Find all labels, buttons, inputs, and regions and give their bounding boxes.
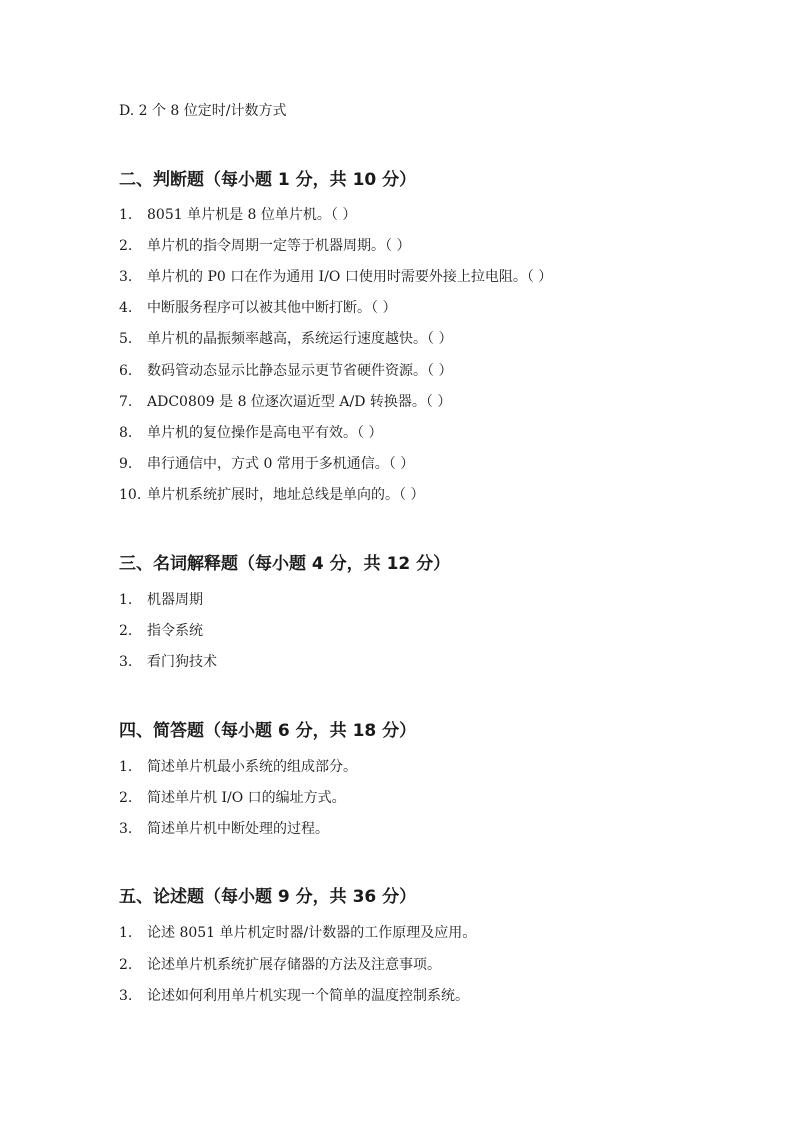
list-item: 1. 8051 单片机是 8 位单片机。（ ） bbox=[119, 207, 357, 223]
section-title: 二、判断题 bbox=[119, 170, 204, 190]
list-item: 1. 机器周期 bbox=[119, 592, 203, 608]
section-heading-essay bbox=[119, 886, 416, 908]
list-item: 3. 论述如何利用单片机实现一个简单的温度控制系统。 bbox=[119, 988, 469, 1004]
list-item: 3. 看门狗技术 bbox=[119, 654, 217, 670]
list-item: 8. 单片机的复位操作是高电平有效。（ ） bbox=[119, 425, 383, 441]
section-score: （每小题 9 分，共 36 分） bbox=[204, 887, 417, 907]
list-item: 1. 论述 8051 单片机定时器/计数器的工作原理及应用。 bbox=[119, 925, 477, 941]
list-item: 5. 单片机的晶振频率越高，系统运行速度越快。（ ） bbox=[119, 331, 453, 347]
list-item: 2. 论述单片机系统扩展存储器的方法及注意事项。 bbox=[119, 957, 441, 973]
list-item: 3. 简述单片机中断处理的过程。 bbox=[119, 821, 329, 837]
section-heading-terms bbox=[119, 553, 450, 575]
section-title: 三、名词解释题 bbox=[119, 554, 238, 574]
section-score: （每小题 4 分，共 12 分） bbox=[238, 554, 451, 574]
section-title: 四、简答题 bbox=[119, 721, 204, 741]
section-heading-short-answer bbox=[119, 720, 416, 742]
section-heading-judgement bbox=[119, 169, 416, 191]
list-item: 2. 单片机的指令周期一定等于机器周期。（ ） bbox=[119, 238, 411, 254]
list-item: 7. ADC0809 是 8 位逐次逼近型 A/D 转换器。（ ） bbox=[119, 394, 452, 410]
list-item: 6. 数码管动态显示比静态显示更节省硬件资源。（ ） bbox=[119, 363, 453, 379]
list-item: 9. 串行通信中，方式 0 常用于多机通信。（ ） bbox=[119, 456, 415, 472]
carryover-option: D. 2 个 8 位定时/计数方式 bbox=[119, 103, 287, 119]
list-item: 2. 简述单片机 I/O 口的编址方式。 bbox=[119, 790, 346, 806]
section-title: 五、论述题 bbox=[119, 887, 204, 907]
list-item: 10. 单片机系统扩展时，地址总线是单向的。（ ） bbox=[119, 487, 425, 503]
list-item: 2. 指令系统 bbox=[119, 623, 203, 639]
list-item: 1. 简述单片机最小系统的组成部分。 bbox=[119, 759, 357, 775]
section-score: （每小题 6 分，共 18 分） bbox=[204, 721, 417, 741]
section-score: （每小题 1 分，共 10 分） bbox=[204, 170, 417, 190]
list-item: 4. 中断服务程序可以被其他中断打断。（ ） bbox=[119, 300, 397, 316]
list-item: 3. 单片机的 P0 口在作为通用 I/O 口使用时需要外接上拉电阻。（ ） bbox=[119, 269, 553, 285]
